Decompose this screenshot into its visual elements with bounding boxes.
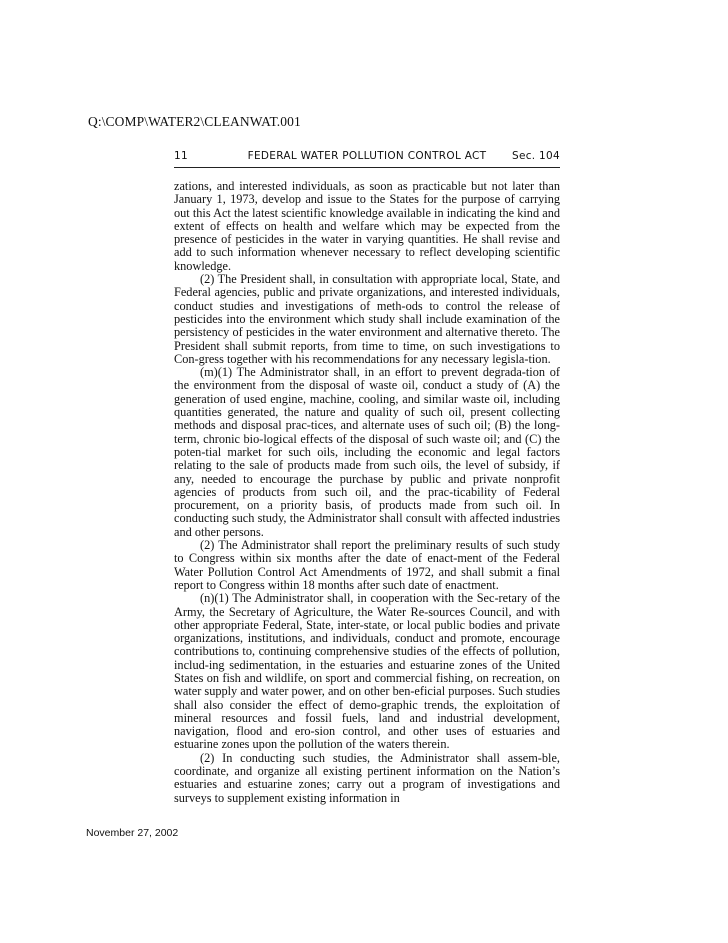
header-rule: [174, 167, 560, 168]
paragraph-n1: (n)(1) The Administrator shall, in cooperation with the Sec-retary of the Army, the Secretary of Agriculture, the Water Re-sources Council, and with other appropriate Federal, State, inter-state, or local public bodies and private organizations, institutions, and individuals, conduct and promote, encourage contributions to, continuing comprehensive studies of the effects of pollution, includ-ing sedimentation, in the estuaries and estuarine zones of the United States on fish and wildlife, on sport and commercial fishing, on recreation, on water supply and water power, and on other ben-eficial purposes. Such studies shall also consider the effect of demo-graphic trends, the exploitation of mineral resources and fossil fuels, land and industrial development, navigation, flood and ero-sion control, and other uses of estuaries and estuarine zones upon the pollution of the waters therein.: [174, 591, 560, 752]
footer-date: November 27, 2002: [86, 827, 179, 839]
paragraph-continuation: zations, and interested individuals, as soon as practicable but not later than January 1, 1973, develop and issue to the States for the purpose of carrying out this Act the latest scientific knowledge available in indicating the kind and extent of effects on health and welfare which may be expected from the presence of pesticides in the water in varying quantities. He shall revise and add to such information whenever necessary to reflect developing scientific knowledge.: [174, 179, 560, 273]
act-title: FEDERAL WATER POLLUTION CONTROL ACT: [247, 150, 487, 162]
running-head: [174, 150, 560, 168]
body-text: [174, 180, 560, 805]
file-path: Q:\COMP\WATER2\CLEANWAT.001: [88, 114, 301, 129]
paragraph-n2: (2) In conducting such studies, the Administrator shall assem-ble, coordinate, and organize all existing pertinent information on the Nation’s estuaries and estuarine zones; carry out a program of investigations and surveys to supplement existing information in: [174, 750, 560, 805]
paragraph-m1: (m)(1) The Administrator shall, in an effort to prevent degrada-tion of the environment from the disposal of waste oil, conduct a study of (A) the generation of used engine, machine, cooling, and similar waste oil, including quantities generated, the nature and quality of such oil, present collecting methods and disposal prac-tices, and alternate uses of such oil; (B) the long-term, chronic bio-logical effects of the disposal of such waste oil; and (C) the poten-tial market for such oils, including the economic and legal factors relating to the sale of products made from such oils, the level of subsidy, if any, needed to encourage the purchase by public and private nonprofit agencies of products from such oil, and the prac-ticability of Federal procurement, on a priority basis, of products made from such oil. In conducting such study, the Administrator shall consult with affected industries and other persons.: [174, 365, 560, 539]
paragraph-l2: (2) The President shall, in consultation with appropriate local, State, and Federal agencies, public and private organizations, and interested individuals, conduct studies and investigations of meth-ods to control the release of pesticides into the environment which study shall include examination of the persistency of pesticides in the water environment and alternative thereto. The President shall submit reports, from time to time, on such investigations to Con-gress together with his recommendations for any necessary legisla-tion.: [174, 272, 560, 366]
paragraph-m2: (2) The Administrator shall report the preliminary results of such study to Congress within six months after the date of enact-ment of the Federal Water Pollution Control Act Amendments of 1972, and shall submit a final report to Congress within 18 months after such date of enactment.: [174, 538, 560, 592]
page-number: 11: [174, 150, 188, 162]
section-number: Sec. 104: [511, 150, 560, 162]
